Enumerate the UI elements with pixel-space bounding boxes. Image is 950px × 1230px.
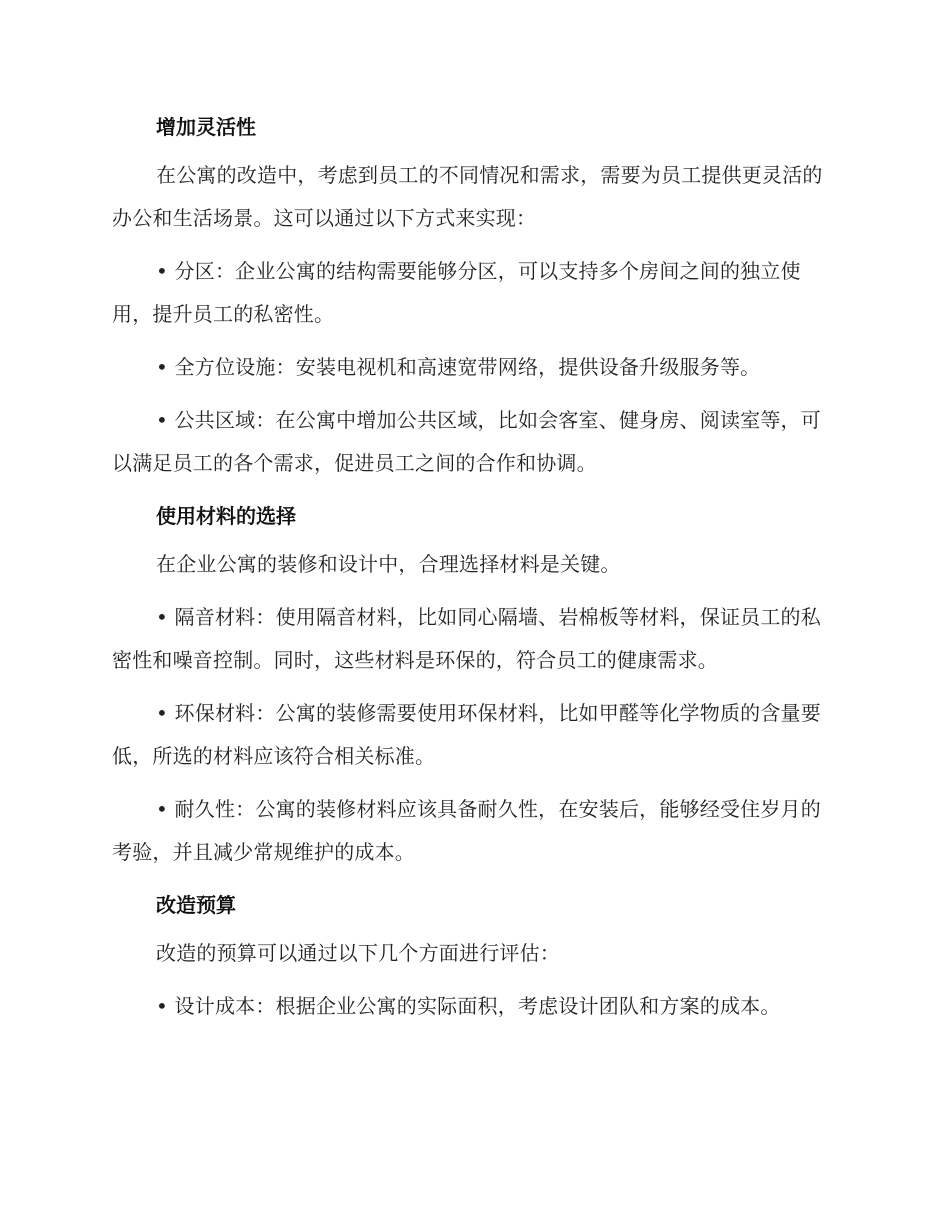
section-heading: 使用材料的选择	[156, 504, 296, 528]
bullet-item: • 环保材料：公寓的装修需要使用环保材料，比如甲醛等化学物质的含量要低，所选的材料应该符合相关标准。	[112, 701, 821, 768]
document-page	[112, 106, 830, 1038]
bullet-item: • 设计成本：根据企业公寓的实际面积，考虑设计团队和方案的成本。	[156, 994, 781, 1018]
bullet-item: • 耐久性：公寓的装修材料应该具备耐久性，在安装后，能够经受住岁月的考验，并且减少常规维护的成本。	[112, 797, 821, 864]
section-budget	[112, 884, 830, 1028]
bullet-item: • 分区：企业公寓的结构需要能够分区，可以支持多个房间之间的独立使用，提升员工的私密性。	[112, 259, 801, 326]
paragraph: 改造的预算可以通过以下几个方面进行评估：	[156, 941, 560, 965]
bullet-item: • 隔音材料：使用隔音材料，比如同心隔墙、岩棉板等材料，保证员工的私密性和噪音控制。同时，这些材料是环保的，符合员工的健康需求。	[112, 605, 821, 672]
section-flexibility	[112, 106, 830, 485]
bullet-item: • 全方位设施：安装电视机和高速宽带网络，提供设备升级服务等。	[156, 355, 761, 379]
bullet-item: • 公共区域：在公寓中增加公共区域，比如会客室、健身房、阅读室等，可以满足员工的各个需求，促进员工之间的合作和协调。	[112, 408, 821, 475]
section-materials	[112, 495, 830, 874]
section-heading: 改造预算	[156, 893, 236, 917]
section-heading: 增加灵活性	[156, 115, 256, 139]
paragraph: 在企业公寓的装修和设计中，合理选择材料是关键。	[156, 552, 621, 576]
paragraph: 在公寓的改造中，考虑到员工的不同情况和需求，需要为员工提供更灵活的办公和生活场景。这可以通过以下方式来实现：	[112, 163, 823, 230]
